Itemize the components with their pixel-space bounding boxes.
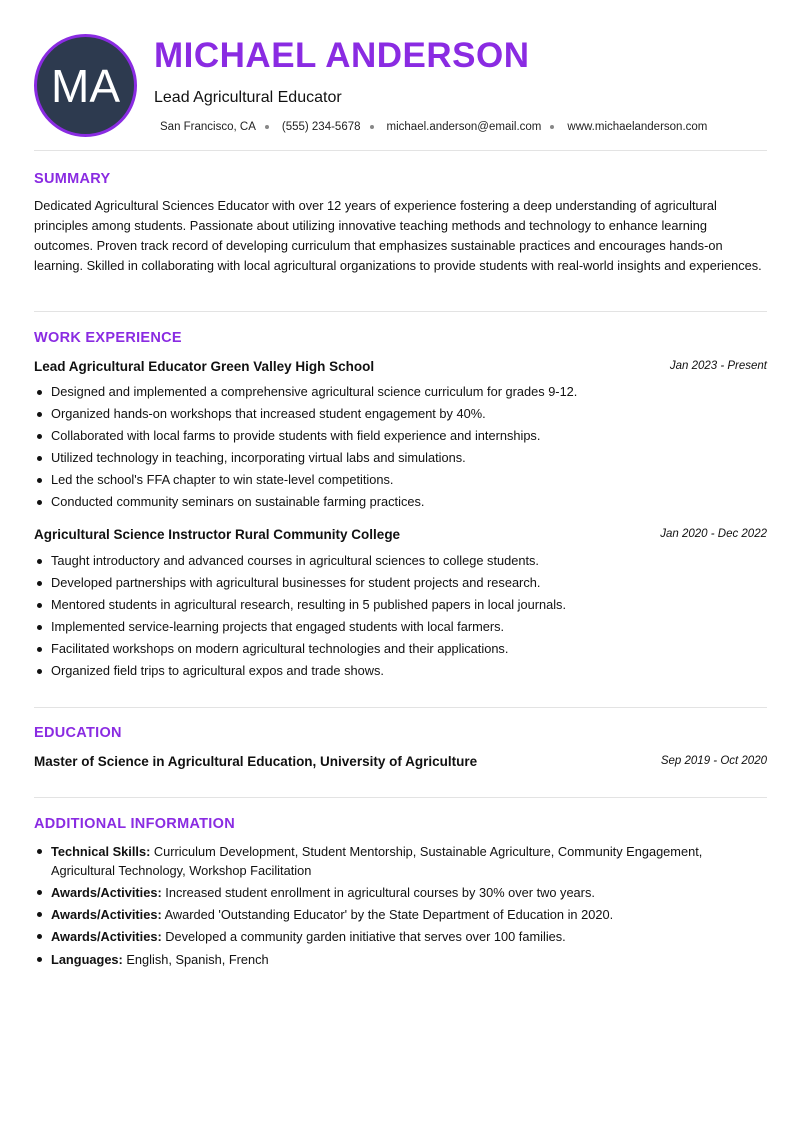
item-text: Developed a community garden initiative that serves over 100 families. (161, 929, 566, 944)
work-experience-heading: WORK EXPERIENCE (34, 330, 182, 346)
contact-website[interactable]: www.michaelanderson.com (567, 121, 708, 133)
list-item: Mentored students in agricultural research, resulting in 5 published papers in local journals. (34, 597, 769, 613)
list-item: Organized hands-on workshops that increased student engagement by 40%. (34, 406, 769, 422)
item-text: English, Spanish, French (122, 952, 269, 967)
summary-text: Dedicated Agricultural Sciences Educator with over 12 years of experience fostering a deep understanding of agricultural principles among students. Passionate about utilizing innovative teaching methods and technology to enhance learning outcomes. Proven track record of developing curriculum that emphasizes sustainable practices and encourages hands-on learning. Skilled in collaborating with local agricultural organizations to provide students with real-world insights and experiences. (34, 198, 762, 273)
list-item: Organized field trips to agricultural expos and trade shows. (34, 663, 769, 679)
resume-header (34, 34, 767, 150)
job-bullets (34, 553, 769, 685)
avatar-initials: MA (51, 59, 120, 112)
job-header (34, 527, 767, 545)
additional-info-heading: ADDITIONAL INFORMATION (34, 816, 235, 832)
contact-phone: (555) 234-5678 (281, 121, 361, 133)
separator-dot (550, 125, 554, 129)
education-heading: EDUCATION (34, 725, 122, 741)
separator-dot (265, 125, 269, 129)
job-title: Agricultural Science Instructor Rural Community College (34, 527, 401, 542)
job-date: Jan 2023 - Present (669, 360, 767, 372)
item-label: Awards/Activities: (51, 929, 162, 944)
job-bullets (34, 384, 769, 516)
item-text: Awarded 'Outstanding Educator' by the State Department of Education in 2020. (161, 907, 614, 922)
job-title: Lead Agricultural Educator Green Valley High School (34, 359, 375, 374)
summary-heading: SUMMARY (34, 171, 111, 187)
contact-location: San Francisco, CA (160, 121, 256, 133)
item-text: Increased student enrollment in agricultural courses by 30% over two years. (161, 885, 595, 900)
item-label: Technical Skills: (51, 844, 151, 859)
contact-info (160, 121, 707, 133)
avatar (34, 34, 137, 137)
list-item (34, 905, 767, 924)
section-divider (34, 707, 767, 708)
item-label: Awards/Activities: (51, 907, 162, 922)
section-divider (34, 311, 767, 312)
list-item (34, 883, 767, 902)
list-item (34, 927, 767, 946)
item-text: Curriculum Development, Student Mentorship, Sustainable Agriculture, Community Engagement, Agricultural Technology, Workshop Facilitation (51, 844, 703, 878)
job-header (34, 359, 767, 377)
item-label: Awards/Activities: (51, 885, 162, 900)
list-item: Taught introductory and advanced courses in agricultural sciences to college students. (34, 553, 769, 569)
list-item: Conducted community seminars on sustainable farming practices. (34, 494, 769, 510)
list-item: Facilitated workshops on modern agricultural technologies and their applications. (34, 641, 769, 657)
separator-dot (370, 125, 374, 129)
contact-email[interactable]: michael.anderson@email.com (386, 121, 542, 133)
list-item (34, 842, 767, 880)
list-item: Implemented service-learning projects that engaged students with local farmers. (34, 619, 769, 635)
list-item: Designed and implemented a comprehensive agricultural science curriculum for grades 9-12. (34, 384, 769, 400)
degree-title: Master of Science in Agricultural Education, University of Agriculture (34, 754, 478, 769)
list-item: Collaborated with local farms to provide students with field experience and internships. (34, 428, 769, 444)
candidate-role: Lead Agricultural Educator (154, 89, 342, 106)
section-divider (34, 797, 767, 798)
education-entry (34, 754, 767, 772)
item-label: Languages: (51, 952, 123, 967)
section-divider (34, 150, 767, 151)
list-item (34, 950, 767, 969)
candidate-name: MICHAEL ANDERSON (154, 36, 530, 75)
education-date: Sep 2019 - Oct 2020 (660, 755, 767, 767)
job-date: Jan 2020 - Dec 2022 (660, 528, 767, 540)
additional-info-list (34, 842, 767, 972)
list-item: Developed partnerships with agricultural businesses for student projects and research. (34, 575, 769, 591)
list-item: Utilized technology in teaching, incorporating virtual labs and simulations. (34, 450, 769, 466)
list-item: Led the school's FFA chapter to win state-level competitions. (34, 472, 769, 488)
